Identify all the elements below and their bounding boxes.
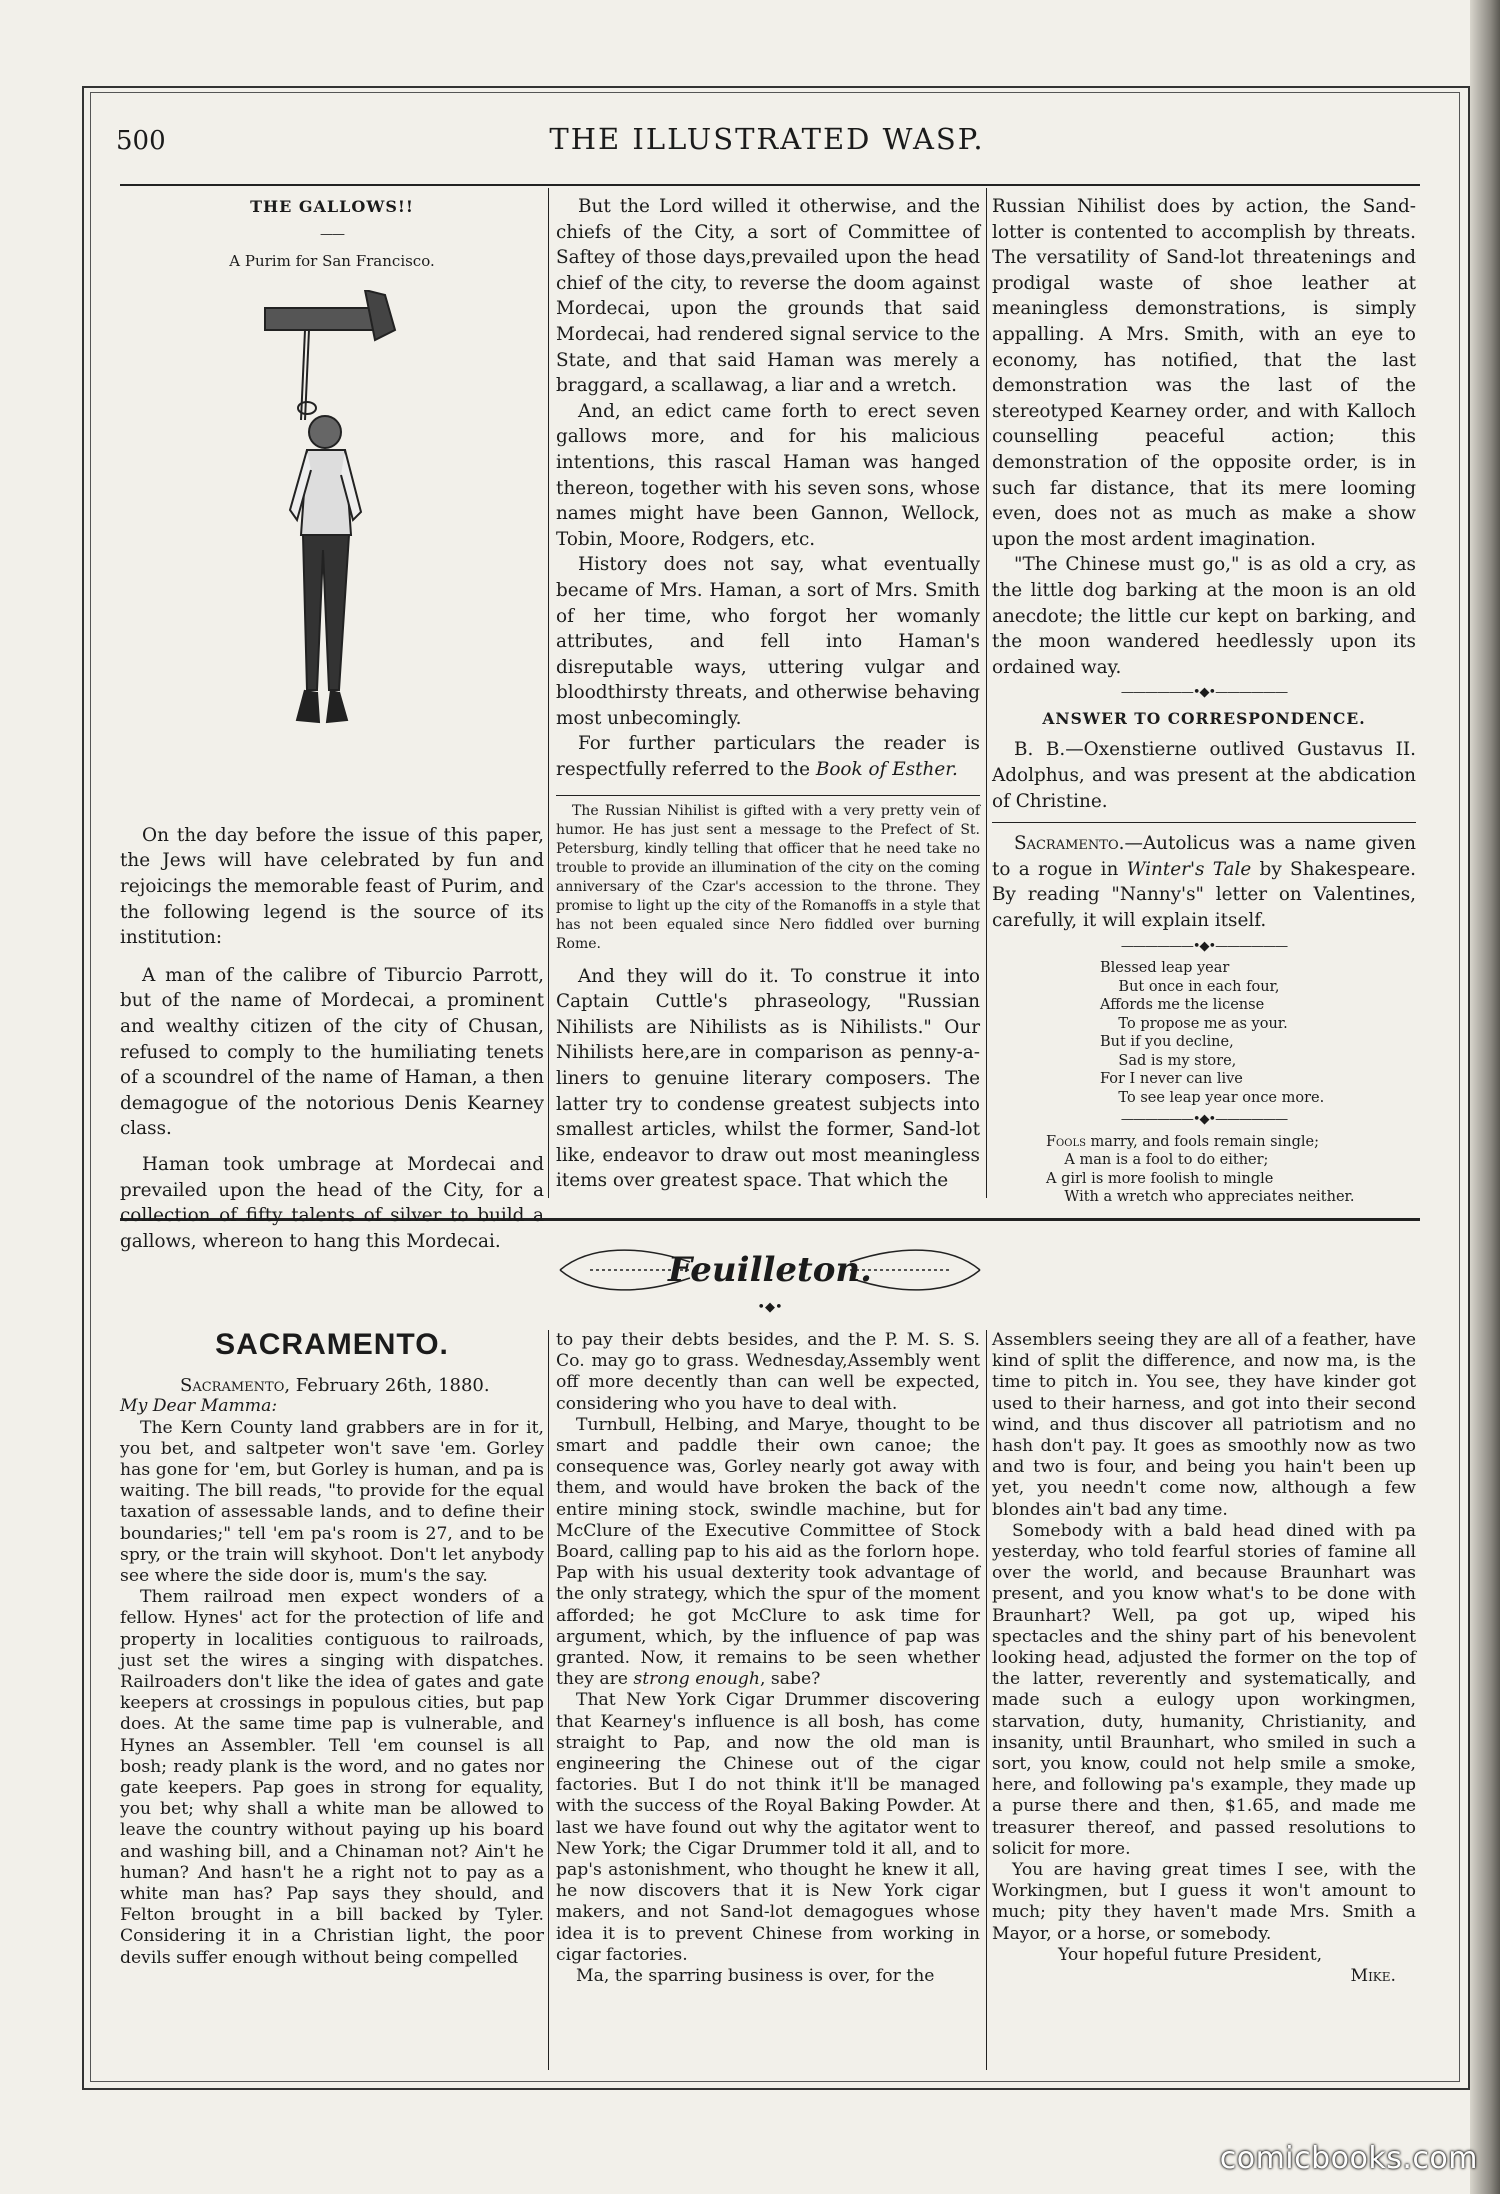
verse-line: Sad is my store, [1100,1052,1237,1069]
paragraph: Assemblers seeing they are all of a feather, have kind of split the difference, and now ma, is the time to pitch in. You see, they have kinder got used to their harness, and got into their second wind, and thus discover all patriotism and no hash don't pay. It goes as smoothly now as two and two is four, and being you hain't been up yet, you needn't come now, although a few blondes ain't bad any time. [992,1330,1416,1520]
verse-label: Fools [1046,1133,1086,1150]
column-3 [992,194,1416,1207]
page-header [112,118,1422,168]
ornament-rule: ——————•◆•—————— [1120,685,1288,701]
column-2 [556,194,980,1194]
answer-label: Sacramento. [1014,833,1125,855]
article-heading-gallows: THE GALLOWS!! [250,197,414,216]
feuilleton-column-3 [992,1330,1416,1987]
paragraph [120,823,544,951]
feuilleton-rule-2 [986,1330,987,2070]
short-rule: —— [320,226,344,242]
verse-line: But once in each four, [1100,978,1280,995]
paragraph: Russian Nihilist does by action, the Sand-lotter is contented to accomplish by threats. The versatility of Sand-lot threatenings and prodigal waste of shoe leather at meaningless demonstrations, is simply appalling. A Mrs. Smith, with an eye to economy, has notified, that the last demonstration was the last of the stereotyped Kearney order, and with Kalloch counselling peaceful action; this demonstration of the opposite order, is in such far distance, that its mere looming even, does not as much as make a show upon the most ardent imagination. [992,196,1416,550]
feuilleton-banner [550,1240,990,1300]
dateline [180,1375,544,1396]
paragraph: Ma, the sparring business is over, for the [576,1966,935,1987]
paragraph: But the Lord willed it otherwise, and the chiefs of the City, a sort of Committee of Saftey of those days,prevailed upon the head chief of the city, to reverse the doom against Mordecai, upon the grounds that said Mordecai, had rendered signal service to the State, and that said Haman was merely a braggard, a scallawag, a liar and a wretch. [556,196,980,397]
header-rule [120,184,1420,186]
paragraph: "The Chinese must go," is as old a cry, as the little dog barking at the moon is an old anecdote; the little cur kept on barking, and the moon wandered heedlessly upon its ordained way. [992,554,1416,678]
nihilist-note [556,802,980,954]
article-subheading: A Purim for San Francisco. [229,252,435,271]
feuilleton-title: Feuilleton. [668,1250,872,1290]
closing-line: Your hopeful future President, [1058,1944,1323,1965]
paragraph-text: by Shakespeare. By reading "Nanny's" letter on Valentines, carefully, it will explain itself. [992,858,1417,932]
small-paragraph: The Russian Nihilist is gifted with a very pretty vein of humor. He has just sent a message to the Prefect of St. Petersburg, kindly telling that officer that he need take no trouble to provide an illumination of the city on the coming anniversary of the Czar's accession to the throne. They promise to light up the city of the Romanoffs in a style that has not been equaled since Nero fiddled over burning Rome. [556,802,980,952]
paragraph: Them railroad men expect wonders of a fellow. Hynes' act for the protection of life and property in localities contiguous to railroads, just set the wires a singing with dispatches. Railroaders don't like the idea of gates and gate keepers at crossings in populous cities, but pap does. At the same time pap is vulnerable, and Hynes an Assembler. Tell 'em counsel is all bosh; ready plank is the word, and no gates nor gate keepers. Pap goes in strong for equality, you bet; why shall a white man be allowed to leave the country without paying up his board and washing bill, and a Chinaman not? Ain't he human? And hasn't he a right not to pay as a white man has? Pap says they should, and Felton brought in a bill backed by Tyler. Considering it in a Christian light, the poor devils suffer enough without being compelled [120,1587,544,1968]
paragraph-text: On the day before the issue of this paper, the Jews will have celebrated by fun and rejoicings the memorable feast of Purim, and the following legend is the source of its institution: [120,824,544,949]
paragraph: That New York Cigar Drummer discovering that Kearney's influence is all bosh, has come straight to Pap, and now the old man is engineering the Chinese out of the cigar factories. But I do not think it'll be managed with the success of the Royal Baking Powder. At last we have found out why the agitator went to New York; the Cigar Drummer told it all, and to pap's astonishment, who thought he knew it all, he now discovers that it is New York cigar makers, and not Sand-lot demagogues whose idea it is to prevent Chinese from working in cigar factories. [556,1690,980,1965]
dateline-place: Sacramento, [180,1375,291,1397]
site-watermark: comicbooks.com [1219,2141,1478,2176]
salutation: My Dear Mamma: [120,1396,278,1417]
verse-line: Affords me the license [1100,997,1265,1014]
verse-line [1046,1133,1416,1152]
masthead-title: THE ILLUSTRATED WASP. [549,122,985,156]
verse-line: With a wretch who appreciates neither. [1046,1189,1355,1206]
verse-line: A man is a fool to do either; [1046,1152,1269,1169]
item-rule [556,795,980,796]
dateline-date: February 26th, 1880. [290,1375,490,1397]
verse-line: But if you decline, [1100,1034,1234,1051]
feuilleton-rule-1 [548,1330,549,2070]
verse-line: For I never can live [1100,1071,1243,1088]
feuilleton-column-1 [120,1330,544,1969]
correspondence-heading: ANSWER TO CORRESPONDENCE. [1042,708,1366,728]
paragraph: And, an edict came forth to erect seven gallows more, and for his malicious intentions, this rascal Haman was hanged thereon, together with his seven sons, whose names might have been Gannon, Wellock, Tobin, Moore, Rodgers, etc. [556,400,980,550]
column-rule-2 [986,188,987,1198]
paragraph: Haman took umbrage at Mordecai and prevailed upon the head of the City, for a collection of fifty talents of silver to build a gallows, whereon to hang this Mordecai. [120,1153,544,1252]
paragraph-text: —Autolicus was a name given to a rogue in [992,833,1416,880]
paragraph [556,731,980,782]
verse-line: To propose me as your. [1100,1015,1288,1032]
paragraph: A man of the calibre of Tiburcio Parrott, but of the name of Mordecai, a prominent and wealthy citizen of the city of Chusan, refused to comply to the humiliating tenets of a scoundrel of the name of Haman, a then demagogue of the notorious Denis Kearney class. [120,964,544,1140]
verse-text: marry, and fools remain single; [1085,1133,1319,1150]
column-rule-1 [548,188,549,1198]
sacramento-title: SACRAMENTO. [215,1328,449,1361]
answer-paragraph [992,831,1416,933]
paragraph: to pay their debts besides, and the P. M. S. S. Co. may go to grass. Wednesday,Assembly went off more decently than can well be expected, considering who you have to deal with. [556,1330,980,1414]
emphasis: strong enough [633,1669,760,1690]
page-number: 500 [116,126,166,156]
paragraph: And they will do it. To construe it into Captain Cuttle's phraseology, "Russian Nihilists are Nihilists as is Nihilists." Our Nihilists here,are in comparison as penny-a-liners to genuine literary composers. The latter try to condense greatest subjects into smallest articles, whilst the former, Sand-lot like, endeavor to draw out most meaningless items over greatest space. That which the [556,965,980,1192]
book-title: Book of Esther. [815,759,958,781]
paragraph-text: For further particulars the reader is respectfully referred to the [556,733,980,781]
play-title: Winter's Tale [1126,858,1252,880]
verse-line: A girl is more foolish to mingle [1046,1170,1274,1187]
paragraph-text: Turnbull, Helbing, and Marye, thought to be smart and paddle their own canoe; the consequence was, Gorley nearly got away with them, and would have broken the back of the entire mining stock, swindle machine, but for McClure of the Executive Committee of Stock Board, calling pap to his aid as the forlorn hope. Pap with his usual dexterity took advantage of the only strategy, which the spur of the moment afforded; he got McClure to ask time for argument, which, by the influence of pap was granted. Now, it remains to be seen whether they are [556,1414,980,1690]
ornament-rule: ——————•◆•—————— [1120,938,1288,954]
paragraph: Somebody with a bald head dined with pa yesterday, who told fearful stories of famine all over the world, and because Braunhart was present, and you know what's to be done with Braunhart? Well, pa got up, wiped his spectacles and the shiny part of his benevolent looking head, adjusted the former on the top of the latter, reverently and systematically, and made such a eulogy upon workingmen, starvation, duty, humanity, Christianity, and insanity, until Braunhart, who smiled in such a sort, you know, could not help smile a smoke, here, and following pa's example, they made up a purse there and then, $1.65, and made me treasurer thereof, and passed resolutions to solicit for more. [992,1520,1416,1859]
item-rule [992,822,1416,823]
signature: Mike. [1350,1966,1396,1987]
paragraph: You are having great times I see, with the Workingmen, but I guess it won't amount to much; pity they haven't made Mrs. Smith a Mayor, or a horse, or somebody. [992,1860,1416,1944]
fools-verse [1046,1133,1416,1207]
leap-year-verse [1100,959,1416,1107]
banner-ornament: •◆• [757,1300,783,1315]
paragraph [556,1415,980,1691]
answer-paragraph: B. B.—Oxenstierne outlived Gustavus II. Adolphus, and was present at the abdication of Christine. [992,739,1416,812]
paragraph: History does not say, what eventually became of Mrs. Haman, a sort of Mrs. Smith of her time, who forgot her womanly attributes, and fell into Haman's disreputable ways, uttering vulgar and bloodthirsty threats, and otherwise behaving most unbecomingly. [556,554,980,729]
hanged-man-illustration [235,290,415,750]
paragraph: The Kern County land grabbers are in for it, you bet, and saltpeter won't save 'em. Gorley has gone for 'em, but Gorley is human, and pa is waiting. The bill reads, "to provide for the equal taxation of assessable lands, and to define their boundaries;" tell 'em pa's room is 27, and to be spry, or the train will skyhoot. Don't let anybody see where the side door is, mum's the say. [120,1417,544,1587]
book-spine-shadow [1470,0,1500,2194]
verse-line: Blessed leap year [1100,960,1230,977]
paragraph-text: , sabe? [759,1669,821,1690]
feuilleton-column-2 [556,1330,980,1987]
ornament-rule: ——————•◆•—————— [1120,1112,1288,1128]
verse-line: To see leap year once more. [1100,1089,1325,1106]
